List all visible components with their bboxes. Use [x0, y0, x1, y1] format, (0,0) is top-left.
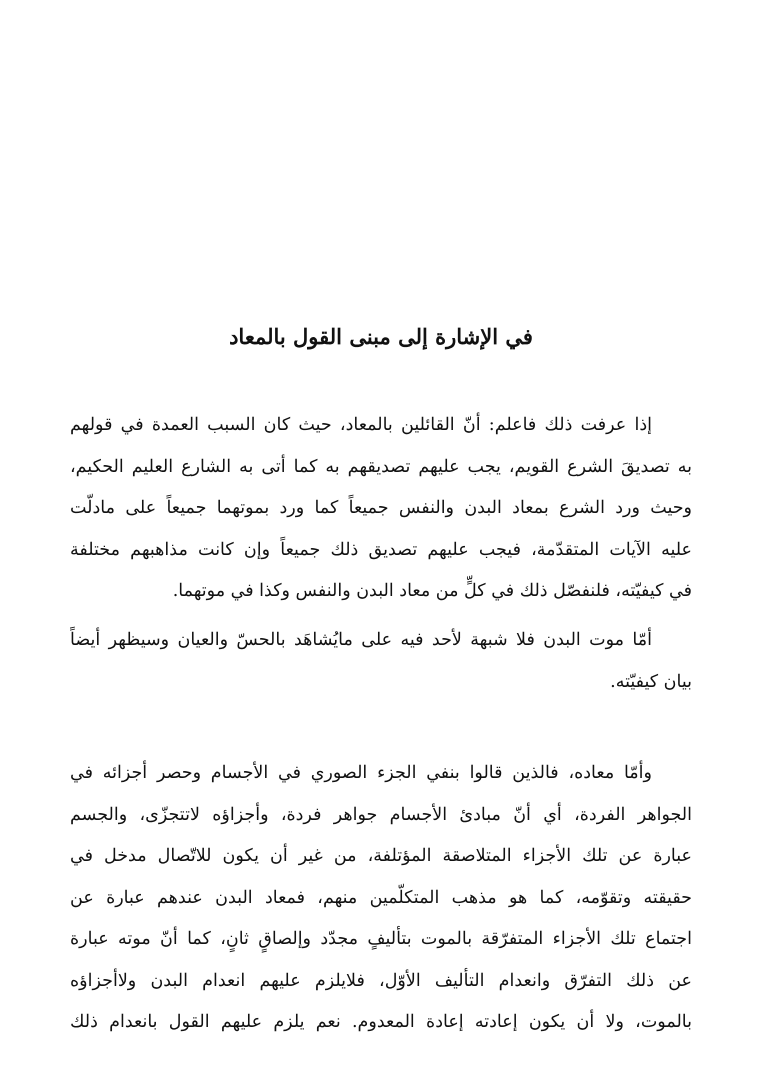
- text-line: اجتماع تلك الأجزاء المتفرّقة بالموت بتأليفٍ مجدّد وإلصاقٍ ثانٍ، كما أنّ موته عبارة: [70, 929, 692, 949]
- text-line: وحيث ورد الشرع بمعاد البدن والنفس جميعاً كما ورد بموتهما جميعاً على مادلّت: [70, 498, 692, 518]
- text-line: عليه الآيات المتقدّمة، فيجب عليهم تصديق ذلك جميعاً وإن كانت مذاهبهم مختلفة: [70, 539, 692, 560]
- paragraph-2: [70, 620, 692, 703]
- text-line: الجواهر الفردة، أي أنّ مبادئ الأجسام جواهر فردة، وأجزاؤه لاتتجزّى، والجسم: [70, 804, 692, 825]
- text-line: إذا عرفت ذلك فاعلم: أنّ القائلين بالمعاد، حيث كان السبب العمدة في قولهم: [70, 415, 652, 435]
- text-line: حقيقته وتقوّمه، كما هو مذهب المتكلّمين منهم، فمعاد البدن عندهم عبارة عن: [70, 887, 692, 908]
- text-line: وأمّا معاده، فالذين قالوا بنفي الجزء الصوري في الأجسام وحصر أجزائه في: [70, 763, 652, 783]
- text-line: في كيفيّته، فلنفصّل ذلك في كلٍّ من معاد البدن والنفس وكذا في موتهما.: [172, 581, 692, 601]
- document-page: [70, 0, 692, 1084]
- paragraph-3: [70, 753, 692, 1044]
- text-line: أمّا موت البدن فلا شبهة لأحد فيه على مايُشاهَد بالحسّ والعيان وسيظهر أيضاً: [70, 630, 652, 650]
- text-line: بالموت، ولا أن يكون إعادته إعادة المعدوم. نعم يلزم عليهم القول بانعدام ذلك: [70, 1012, 692, 1032]
- text-line: به تصديقَ الشرع القويم، يجب عليهم تصديقهم به كما أتى به الشارع العليم الحكيم،: [70, 456, 692, 477]
- text-line: عبارة عن تلك الأجزاء المتلاصقة المؤتلفة، من غير أن يكون للاتّصال مدخل في: [70, 846, 692, 866]
- text-line: عن ذلك التفرّق وانعدام التأليف الأوّل، فلايلزم عليهم انعدام البدن ولاأجزاؤه: [70, 970, 692, 991]
- text-line: بيان كيفيّته.: [610, 671, 692, 692]
- section-heading: في الإشارة إلى مبنى القول بالمعاد: [229, 324, 533, 349]
- paragraph-1: [70, 405, 692, 613]
